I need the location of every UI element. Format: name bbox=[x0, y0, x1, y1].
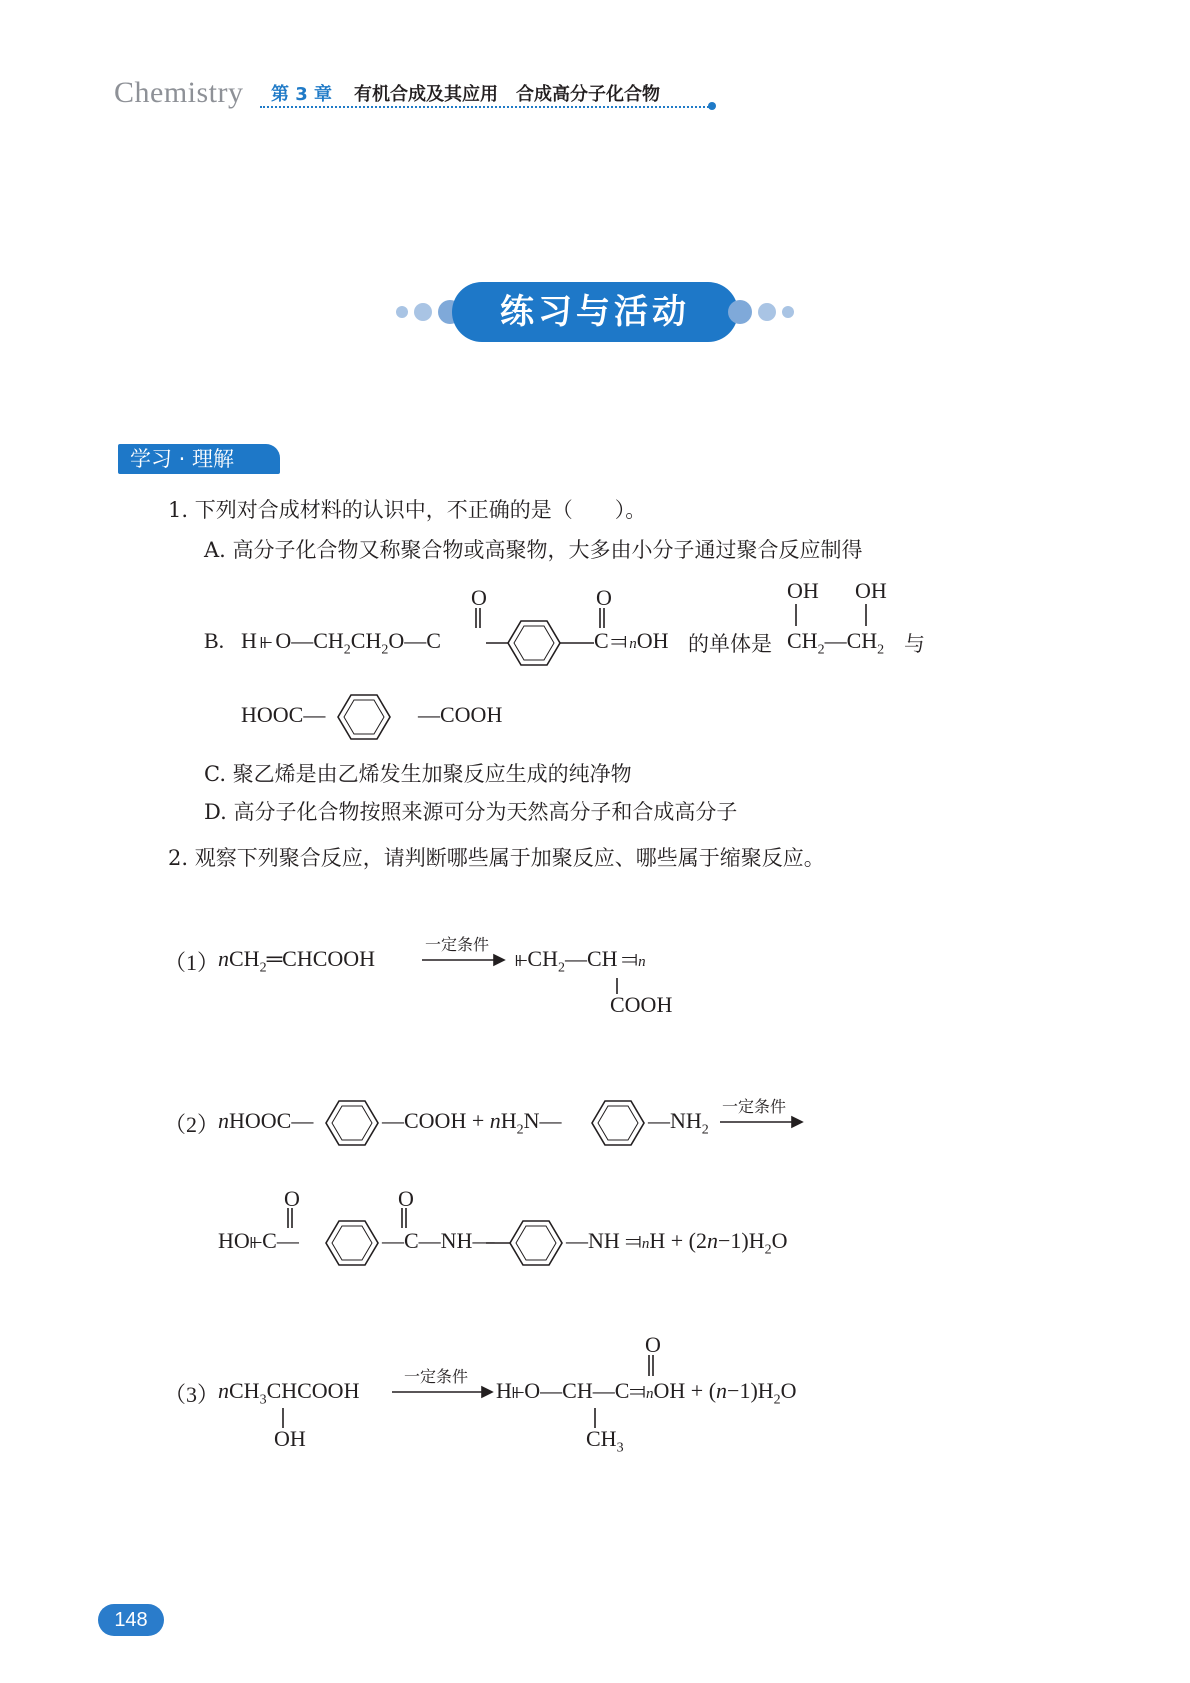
r1-reactant: nCH$_2$═CHCOOH bbox=[218, 946, 376, 976]
r3-product: H⫦O—CH—C⫤nOH + $(n-1)H_2O$ bbox=[496, 1378, 797, 1408]
r2-product-end: —NH ⫤nH + $(2n-1)H_2O$ bbox=[566, 1228, 788, 1258]
q1-b-and: 与 bbox=[904, 632, 925, 656]
r2-product-start: HO⫦C— bbox=[218, 1228, 299, 1253]
terephthalic-left: HOOC— bbox=[241, 702, 326, 727]
carbonyl-o: O bbox=[284, 1186, 300, 1211]
page-number: 148 bbox=[98, 1604, 164, 1636]
q1-option-a: A. 高分子化合物又称聚合物或高聚物，大多由小分子通过聚合反应制得 bbox=[204, 538, 863, 562]
r2-amine-right: $—NH_2$ bbox=[648, 1108, 709, 1138]
q1-option-c: C. 聚乙烯是由乙烯发生加聚反应生成的纯净物 bbox=[204, 762, 632, 786]
r2-condition: 一定条件 bbox=[722, 1097, 787, 1116]
r3-reactant: nCH$_3$CHCOOH bbox=[218, 1378, 360, 1408]
r1-cooh: COOH bbox=[610, 992, 673, 1017]
terephthalic-right: —COOH bbox=[418, 702, 503, 727]
r3-label: （3） bbox=[164, 1382, 220, 1407]
q1-b-monomer-text: 的单体是 bbox=[688, 632, 772, 656]
r2-acid-left: nHOOC— bbox=[218, 1108, 314, 1133]
benzene-ring bbox=[326, 1101, 378, 1145]
benzene-ring-inner bbox=[514, 626, 554, 660]
benzene-ring-inner bbox=[332, 1106, 372, 1140]
carbonyl-o: O bbox=[596, 585, 612, 610]
monomer-oh: OH bbox=[787, 578, 819, 603]
header-subject: Chemistry bbox=[114, 76, 244, 109]
q1-option-d: D. 高分子化合物按照来源可分为天然高分子和合成高分子 bbox=[204, 800, 738, 824]
header-chapter: 第 3 章 bbox=[271, 84, 333, 105]
r3-oh: OH bbox=[274, 1426, 306, 1451]
benzene-ring-inner bbox=[598, 1106, 638, 1140]
benzene-ring-inner bbox=[516, 1226, 556, 1260]
carbonyl-o: O bbox=[398, 1186, 414, 1211]
r2-acid-right: —COOH + $nH_2N—$ bbox=[382, 1108, 562, 1138]
r2-product-mid: —C—NH— bbox=[382, 1228, 495, 1253]
polyester-formula: H ⫦ $O—CH_2CH_2O—C$ bbox=[241, 628, 441, 658]
q2-stem: 2. 观察下列聚合反应，请判断哪些属于加聚反应、哪些属于缩聚反应。 bbox=[168, 846, 825, 870]
benzene-ring bbox=[508, 621, 560, 665]
q1-option-b-label: B. bbox=[204, 628, 225, 653]
benzene-ring bbox=[338, 695, 390, 739]
reaction-arrow bbox=[482, 1387, 492, 1397]
r3-ch3: $CH_3$ bbox=[586, 1426, 624, 1456]
ethylene-glycol: $CH_2—CH_2$ bbox=[787, 628, 885, 658]
monomer-oh: OH bbox=[855, 578, 887, 603]
benzene-ring bbox=[510, 1221, 562, 1265]
section-banner: 练习与活动 bbox=[452, 282, 738, 342]
benzene-ring bbox=[326, 1221, 378, 1265]
benzene-ring-inner bbox=[332, 1226, 372, 1260]
carbonyl-o: O bbox=[471, 585, 487, 610]
r2-label: （2） bbox=[164, 1112, 220, 1137]
header-title: 有机合成及其应用 合成高分子化合物 bbox=[354, 84, 660, 105]
section-tag: 学习 · 理解 bbox=[118, 444, 280, 474]
benzene-ring bbox=[592, 1101, 644, 1145]
benzene-ring-inner bbox=[344, 700, 384, 734]
polyester-end: C⫤ nOH bbox=[594, 628, 669, 653]
reaction-arrow bbox=[792, 1117, 802, 1127]
reaction-arrow bbox=[494, 955, 504, 965]
q1-stem: 1. 下列对合成材料的认识中，不正确的是（ ）。 bbox=[168, 498, 647, 522]
carbonyl-o: O bbox=[645, 1332, 661, 1357]
r1-product: $⫦CH_2—CH$ ⫤n bbox=[515, 946, 646, 976]
r1-condition: 一定条件 bbox=[425, 935, 490, 954]
r3-condition: 一定条件 bbox=[404, 1367, 469, 1386]
r1-label: （1） bbox=[164, 950, 220, 975]
